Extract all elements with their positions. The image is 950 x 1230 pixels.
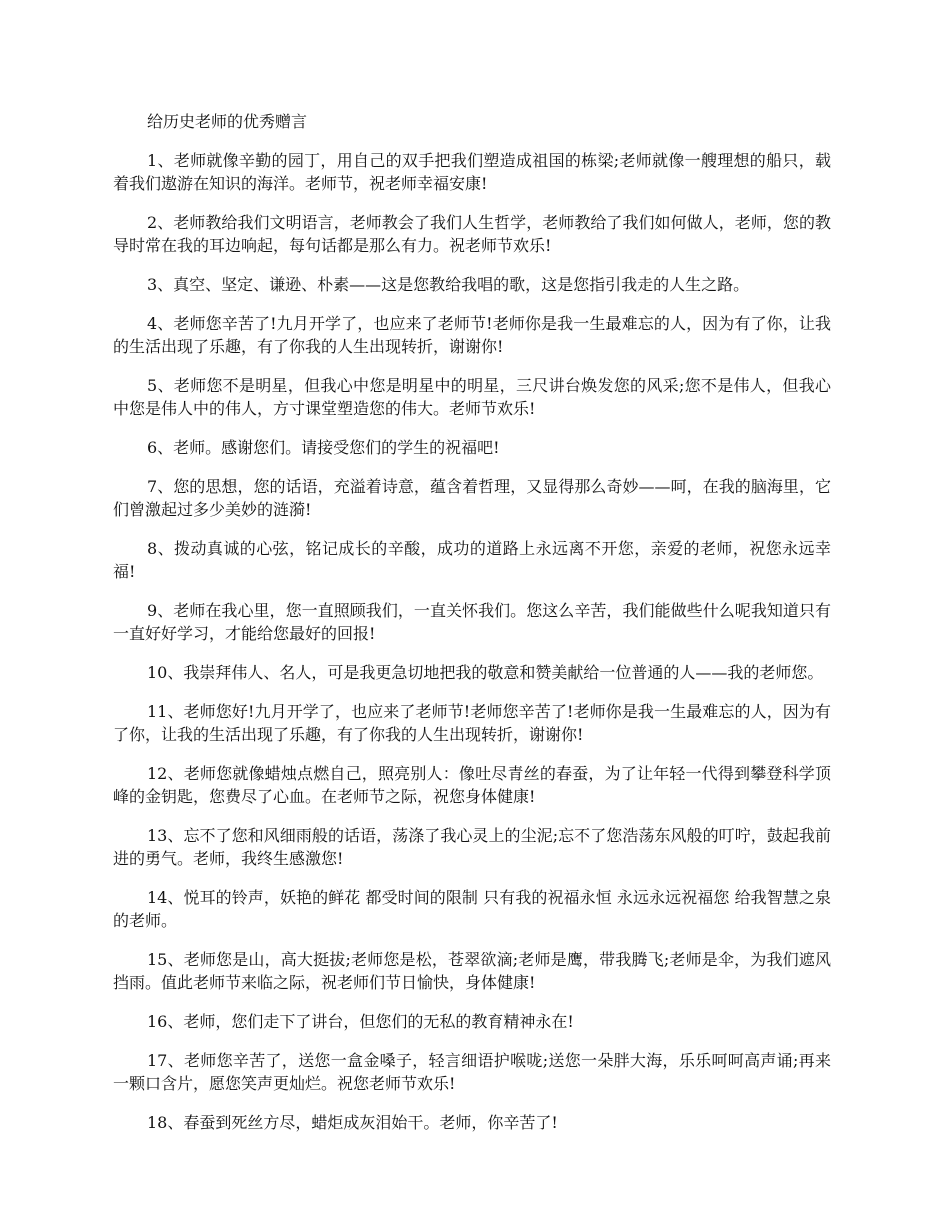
paragraph-11: 11、老师您好!九月开学了，也应来了老师节!老师您辛苦了!老师你是我一生最难忘的人，因为有了你，让我的生活出现了乐趣，有了你我的人生出现转折，谢谢你! [113,702,831,744]
document-title: 给历史老师的优秀赠言 [147,112,308,131]
paragraph-5: 5、老师您不是明星，但我心中您是明星中的明星，三尺讲台焕发您的风采;您不是伟人，但我心中您是伟人中的伟人，方寸课堂塑造您的伟大。老师节欢乐! [113,376,831,418]
document-body [113,110,831,1150]
paragraph-18: 18、春蚕到死丝方尽，蜡炬成灰泪始干。老师，你辛苦了! [147,1113,558,1132]
paragraph-6: 6、老师。感谢您们。请接受您们的学生的祝福吧! [147,438,500,457]
paragraph-4: 4、老师您辛苦了!九月开学了，也应来了老师节!老师你是我一生最难忘的人，因为有了你，让我的生活出现了乐趣，有了你我的人生出现转折，谢谢你! [113,314,831,356]
paragraph-7: 7、您的思想，您的话语，充溢着诗意，蕴含着哲理，又显得那么奇妙——呵，在我的脑海里，它们曾激起过多少美妙的涟漪! [113,477,831,519]
paragraph-17: 17、老师您辛苦了，送您一盒金嗓子，轻言细语护喉咙;送您一朵胖大海，乐乐呵呵高声诵;再来一颗口含片，愿您笑声更灿烂。祝您老师节欢乐! [113,1051,831,1093]
paragraph-16: 16、老师，您们走下了讲台，但您们的无私的教育精神永在! [147,1012,574,1031]
paragraph-13: 13、忘不了您和风细雨般的话语，荡涤了我心灵上的尘泥;忘不了您浩荡东风般的叮咛，鼓起我前进的勇气。老师，我终生感激您! [113,826,831,868]
paragraph-3: 3、真空、坚定、谦逊、朴素——这是您教给我唱的歌，这是您指引我走的人生之路。 [147,275,750,294]
paragraph-8: 8、拨动真诚的心弦，铭记成长的辛酸，成功的道路上永远离不开您，亲爱的老师，祝您永远幸福! [113,539,831,581]
paragraph-12: 12、老师您就像蜡烛点燃自己，照亮别人：像吐尽青丝的春蚕，为了让年轻一代得到攀登科学顶峰的金钥匙，您费尽了心血。在老师节之际，祝您身体健康! [113,764,831,806]
paragraph-9: 9、老师在我心里，您一直照顾我们，一直关怀我们。您这么辛苦，我们能做些什么呢我知道只有一直好好学习，才能给您最好的回报! [113,601,831,643]
paragraph-15: 15、老师您是山，高大挺拔;老师您是松，苍翠欲滴;老师是鹰，带我腾飞;老师是伞，为我们遮风挡雨。值此老师节来临之际，祝老师们节日愉快，身体健康! [113,950,831,992]
paragraph-2: 2、老师教给我们文明语言，老师教会了我们人生哲学，老师教给了我们如何做人，老师，您的教导时常在我的耳边响起，每句话都是那么有力。祝老师节欢乐! [113,213,831,255]
paragraph-14: 14、悦耳的铃声，妖艳的鲜花 都受时间的限制 只有我的祝福永恒 永远永远祝福您 给我智慧之泉的老师。 [113,888,831,930]
paragraph-10: 10、我崇拜伟人、名人，可是我更急切地把我的敬意和赞美献给一位普通的人——我的老师您。 [147,663,824,682]
paragraph-1: 1、老师就像辛勤的园丁，用自己的双手把我们塑造成祖国的栋梁;老师就像一艘理想的船只，载着我们遨游在知识的海洋。老师节，祝老师幸福安康! [113,151,831,193]
